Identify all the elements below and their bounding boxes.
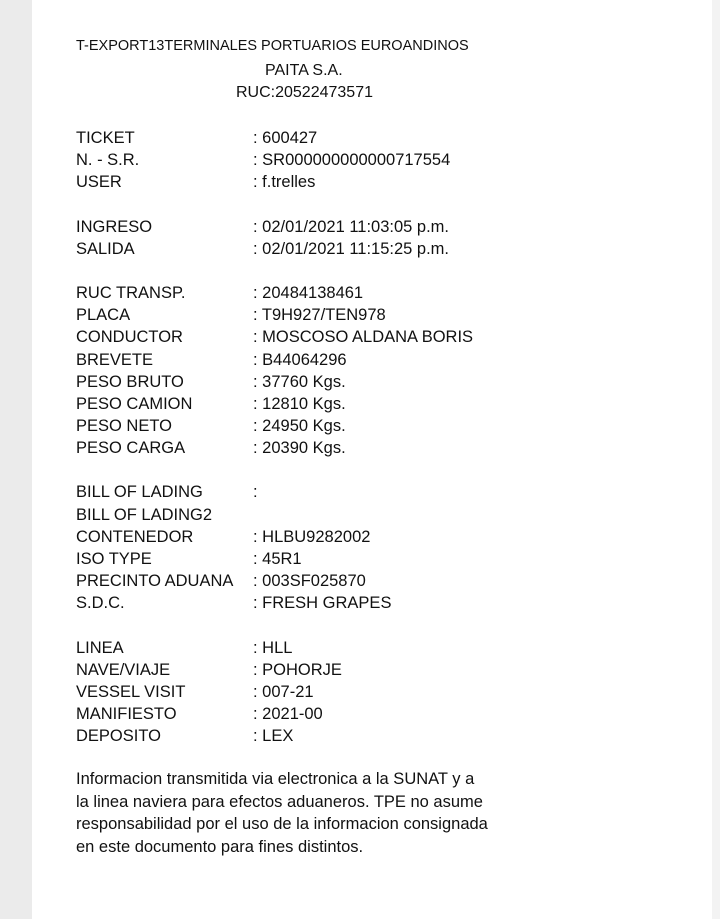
field-value: : HLBU9282002 (253, 527, 371, 546)
field-nsr (76, 149, 696, 171)
field-bill-of-lading2 (76, 504, 696, 526)
field-linea (76, 637, 696, 659)
field-label: VESSEL VISIT (76, 682, 186, 701)
company-ruc: RUC:20522473571 (236, 84, 373, 101)
field-value: : 007-21 (253, 682, 314, 701)
field-peso-camion (76, 393, 696, 415)
field-label: MANIFIESTO (76, 705, 177, 724)
field-value: : POHORJE (253, 660, 342, 679)
legal-notice-line: Informacion transmitida via electronica a la SUNAT y a (76, 770, 475, 788)
field-value: : 12810 Kgs. (253, 394, 346, 413)
field-precinto-aduana (76, 570, 696, 592)
field-label: ISO TYPE (76, 550, 152, 568)
company-header-line2: PAITA S.A. (265, 62, 343, 79)
field-bill-of-lading (76, 481, 696, 503)
field-ingreso (76, 216, 696, 238)
field-label: CONDUCTOR (76, 328, 183, 347)
field-value: : FRESH GRAPES (253, 594, 392, 613)
field-label: LINEA (76, 638, 124, 657)
field-label: PESO BRUTO (76, 372, 184, 391)
field-label: BREVETE (76, 350, 154, 369)
field-label: N. - S.R. (76, 151, 140, 170)
field-value: : LEX (253, 727, 294, 746)
field-label: USER (76, 173, 122, 192)
field-manifiesto (76, 703, 696, 725)
field-label: PLACA (76, 306, 131, 325)
company-header-line1: T-EXPORT13TERMINALES PORTUARIOS EUROANDINOS (76, 38, 469, 54)
field-ruc-transp (76, 282, 696, 304)
field-peso-neto (76, 415, 696, 437)
field-label: SALIDA (76, 239, 135, 258)
section-gap (76, 194, 696, 216)
section-gap (76, 615, 696, 637)
field-value: : 2021-00 (253, 705, 323, 724)
field-value: : 003SF025870 (253, 572, 366, 591)
field-deposito (76, 725, 696, 747)
field-placa (76, 304, 696, 326)
field-vessel-visit (76, 681, 696, 703)
field-label: CONTENEDOR (76, 527, 194, 546)
ticket-fields (76, 127, 696, 748)
section-gap (76, 260, 696, 282)
field-label: BILL OF LADING2 (76, 505, 213, 524)
field-value: : 20484138461 (253, 283, 364, 302)
field-value: : 600427 (253, 129, 318, 147)
field-brevete (76, 349, 696, 371)
field-label: S.D.C. (76, 594, 125, 613)
field-label: DEPOSITO (76, 727, 161, 746)
field-value: : HLL (253, 638, 293, 657)
field-value: : 02/01/2021 11:03:05 p.m. (253, 217, 450, 236)
field-conductor (76, 326, 696, 348)
field-value: : 37760 Kgs. (253, 372, 346, 391)
field-label: PESO CARGA (76, 439, 186, 458)
field-label: PESO CAMION (76, 394, 193, 413)
field-value: : T9H927/TEN978 (253, 306, 386, 325)
section-gap (76, 459, 696, 481)
field-user (76, 171, 696, 193)
field-peso-bruto (76, 371, 696, 393)
field-contenedor (76, 526, 696, 548)
field-iso-type (76, 548, 696, 570)
field-label: RUC TRANSP. (76, 283, 186, 302)
field-label: NAVE/VIAJE (76, 660, 171, 679)
legal-notice-line: la linea naviera para efectos aduaneros. TPE no asume (76, 792, 483, 811)
viewer-left-margin (0, 0, 32, 919)
field-value: : 45R1 (253, 550, 302, 568)
legal-notice-line: responsabilidad por el uso de la informacion consignada (76, 815, 488, 833)
field-value: : f.trelles (253, 173, 316, 192)
viewer-right-margin (712, 0, 720, 919)
field-nave-viaje (76, 659, 696, 681)
field-ticket (76, 127, 696, 149)
field-sdc (76, 592, 696, 614)
ticket-document (32, 0, 712, 919)
field-label: INGRESO (76, 217, 153, 236)
field-peso-carga (76, 437, 696, 459)
field-label: PESO NETO (76, 417, 172, 436)
field-value: : SR000000000000717554 (253, 151, 451, 170)
field-value: : (253, 483, 258, 502)
field-value: : 20390 Kgs. (253, 439, 346, 458)
legal-notice-line: en este documento para fines distintos. (76, 837, 364, 856)
field-label: TICKET (76, 129, 135, 147)
field-value: : MOSCOSO ALDANA BORIS (253, 328, 474, 347)
field-value: : 02/01/2021 11:15:25 p.m. (253, 239, 450, 258)
field-value: : 24950 Kgs. (253, 417, 346, 436)
field-salida (76, 238, 696, 260)
field-label: PRECINTO ADUANA (76, 572, 234, 591)
field-value: : B44064296 (253, 350, 347, 369)
legal-notice (76, 768, 546, 858)
field-label: BILL OF LADING (76, 483, 203, 502)
